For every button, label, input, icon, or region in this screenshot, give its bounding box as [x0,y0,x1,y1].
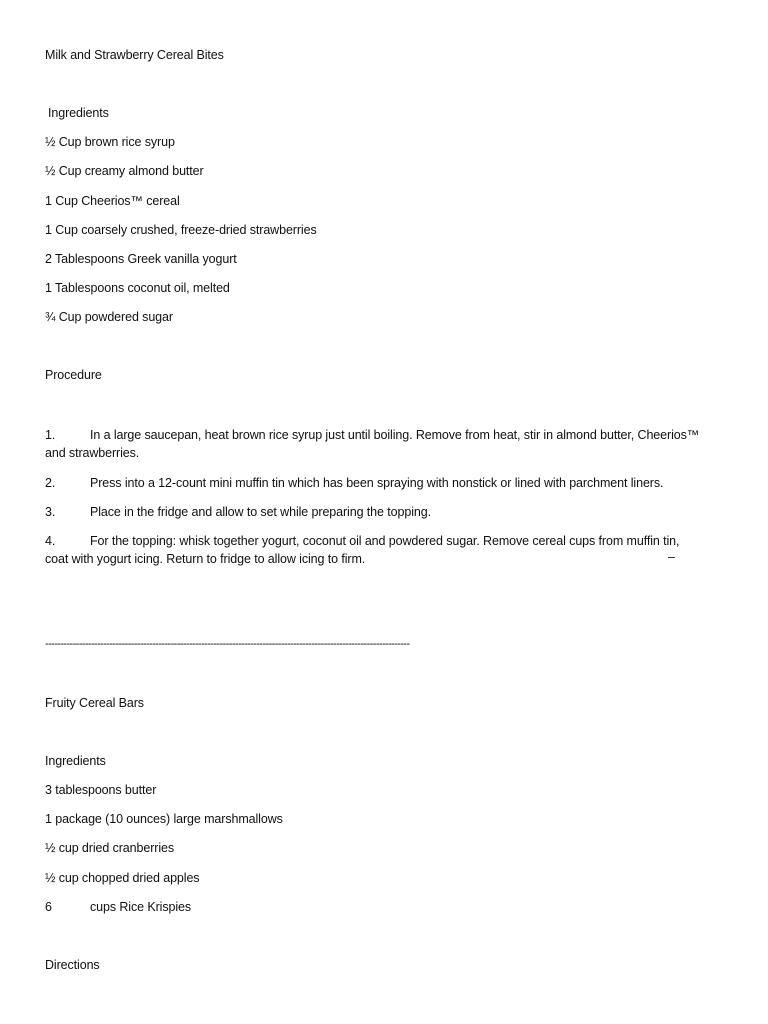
step-number: 1. [45,428,56,442]
procedure-step [45,532,725,568]
step-number: 2. [45,476,56,490]
recipe-title: Milk and Strawberry Cereal Bites [45,48,224,62]
ingredient-item: ¾ Cup powdered sugar [45,310,173,324]
ingredient-item: 1 Cup coarsely crushed, freeze-dried strawberries [45,223,317,237]
procedure-heading: Procedure [45,368,102,382]
step-text: For the topping: whisk together yogurt, coconut oil and powdered sugar. Remove cereal cups from muffin tin, [90,534,680,548]
step-text: Press into a 12-count mini muffin tin which has been spraying with nonstick or lined with parchment liners. [90,476,664,490]
ingredient-item: ½ Cup creamy almond butter [45,164,204,178]
procedure-step [45,474,725,492]
ingredients-heading: Ingredients [45,754,106,768]
ingredient-item: 2 Tablespoons Greek vanilla yogurt [45,252,237,266]
step-text-continued: and strawberries. [45,446,140,460]
ingredient-quantity: 6 [45,900,52,914]
ingredients-heading: Ingredients [48,106,109,120]
ingredient-item: 3 tablespoons butter [45,783,157,797]
step-text: In a large saucepan, heat brown rice syrup just until boiling. Remove from heat, stir in almond butter, Cheerios™ [90,428,700,442]
step-text: Place in the fridge and allow to set while preparing the topping. [90,505,431,519]
directions-heading: Directions [45,958,100,972]
ingredient-text: cups Rice Krispies [90,900,192,914]
ingredient-item [45,900,191,914]
trailing-dash: – [668,550,675,564]
ingredient-item: 1 Cup Cheerios™ cereal [45,194,180,208]
ingredient-item: ½ cup chopped dried apples [45,871,200,885]
ingredient-item: 1 package (10 ounces) large marshmallows [45,812,283,826]
procedure-step [45,503,725,521]
procedure-step [45,426,725,462]
step-number: 3. [45,505,56,519]
section-divider: ----------------------------------------------------------------------------------------------------------------------- [45,638,410,650]
step-number: 4. [45,534,56,548]
recipe-title: Fruity Cereal Bars [45,696,144,710]
ingredient-item: ½ cup dried cranberries [45,841,175,855]
ingredient-item: ½ Cup brown rice syrup [45,135,175,149]
step-text-continued: coat with yogurt icing. Return to fridge to allow icing to firm. [45,552,366,566]
ingredient-item: 1 Tablespoons coconut oil, melted [45,281,230,295]
